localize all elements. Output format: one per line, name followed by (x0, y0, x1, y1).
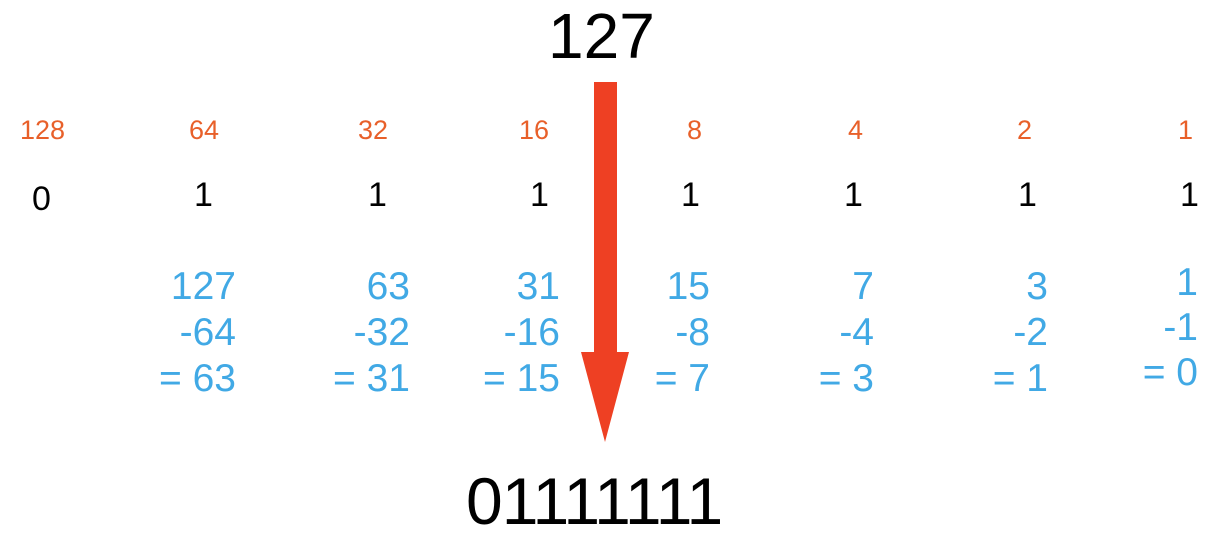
place-value-16: 16 (519, 115, 550, 145)
bit-8: 1 (681, 176, 700, 214)
bit-2: 1 (1018, 176, 1037, 214)
place-value-32: 32 (358, 115, 389, 145)
calc-line: -4 (839, 311, 874, 354)
calc-line: = 15 (483, 357, 560, 400)
calc-line: 127 (170, 265, 236, 308)
bit-16: 1 (530, 176, 549, 214)
calc-line: = 1 (992, 357, 1048, 400)
calc-line: -2 (1013, 311, 1048, 354)
calc-line: 1 (1176, 261, 1198, 304)
calc-line: -64 (179, 311, 236, 354)
calc-line: = 3 (818, 357, 874, 400)
place-value-1: 1 (1178, 115, 1194, 145)
calc-line: 7 (852, 265, 874, 308)
binary-result: 01111111 (466, 464, 723, 538)
calc-line: 63 (366, 265, 410, 308)
arrow-shape (581, 82, 629, 442)
place-value-4: 4 (848, 115, 864, 145)
calc-line: = 7 (654, 357, 710, 400)
bit-64: 1 (194, 176, 213, 214)
decimal-number: 127 (548, 0, 655, 72)
bit-4: 1 (844, 176, 863, 214)
calc-line: = 31 (333, 357, 410, 400)
calc-line: 3 (1026, 265, 1048, 308)
calc-line: -32 (353, 311, 410, 354)
place-value-64: 64 (189, 115, 220, 145)
place-value-8: 8 (687, 115, 703, 145)
bit-32: 1 (368, 176, 387, 214)
calc-line: = 63 (159, 357, 236, 400)
calc-line: -16 (503, 311, 560, 354)
calc-line: 31 (516, 265, 560, 308)
place-value-128: 128 (20, 115, 66, 145)
calc-line: -1 (1163, 306, 1198, 349)
calc-line: 15 (666, 265, 710, 308)
calc-line: = 0 (1142, 351, 1198, 394)
calc-line: -8 (675, 311, 710, 354)
place-value-2: 2 (1017, 115, 1033, 145)
bit-128: 0 (32, 180, 51, 218)
bit-1: 1 (1180, 176, 1199, 214)
